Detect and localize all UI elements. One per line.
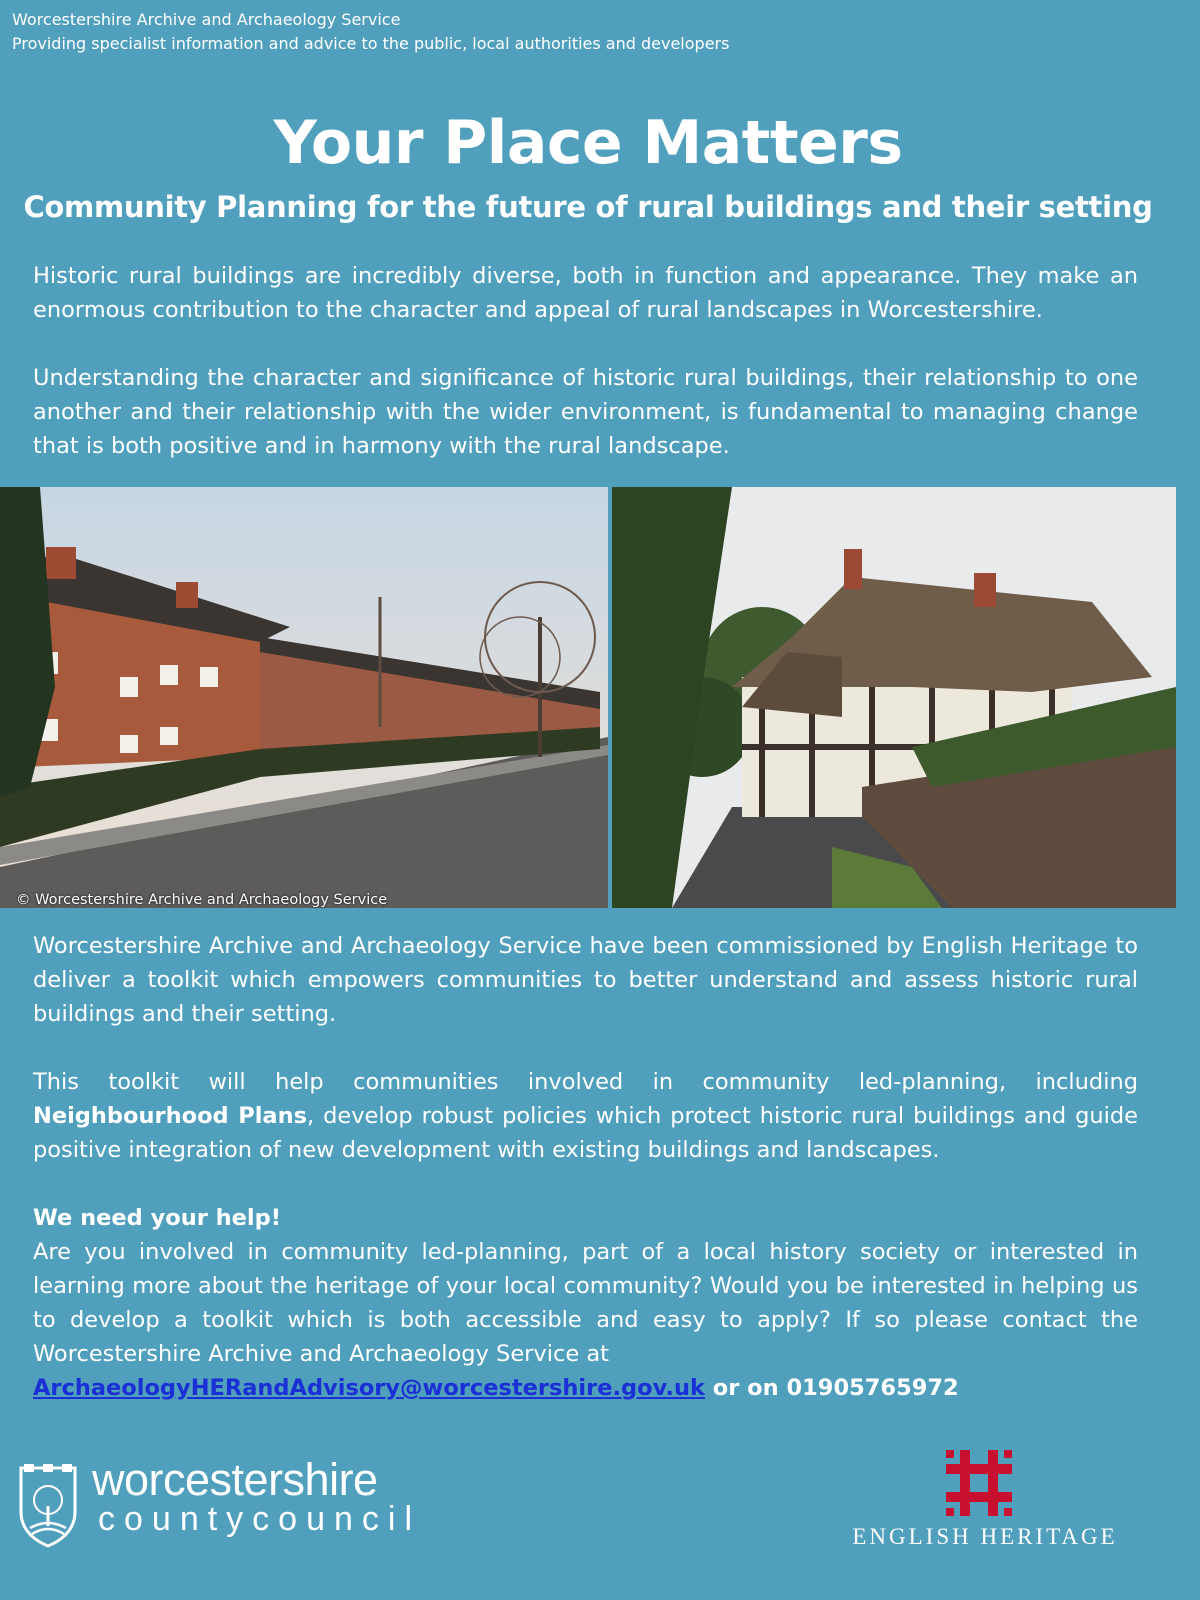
intro-paragraph-2: Understanding the character and significance of historic rural buildings, their relationship to one another and their relationship with the wider environment, is fundamental to managing change that is both positive and in harmony with the rural landscape. [33,365,1138,459]
photo-strip [0,487,1176,908]
contact-phone: or on 01905765972 [704,1375,959,1401]
help-section [33,1201,1138,1405]
header [12,8,729,56]
council-crest-icon [18,1462,78,1548]
toolkit-paragraph [33,1065,1138,1167]
toolkit-text-start: This toolkit will help communities involved in community led-planning, including [33,1069,1138,1095]
contact-email-link[interactable]: ArchaeologyHERandAdvisory@worcestershire.gov.uk [33,1375,705,1401]
help-heading: We need your help! [33,1205,282,1231]
header-tagline: Providing specialist information and advice to the public, local authorities and developers [12,34,730,53]
wcc-logo-line1: worcestershire [92,1454,378,1505]
help-body: Are you involved in community led-planning, part of a local history society or interested in learning more about the heritage of your local community? Would you be interested in helping us to develop a toolkit which is both accessible and easy to apply? If so please contact the Worcestershire Archive and Archaeology Service at [33,1239,1138,1367]
photo-timber-cottage [612,487,1176,908]
english-heritage-portcullis-icon [946,1450,1012,1516]
commission-paragraph: Worcestershire Archive and Archaeology Service have been commissioned by English Heritage to deliver a toolkit which empowers communities to better understand and assess historic rural buildings and their setting. [33,933,1138,1027]
wcc-logo-line2: countycouncil [98,1500,422,1538]
header-org: Worcestershire Archive and Archaeology Service [12,10,401,29]
photo-brick-houses [0,487,608,908]
toolkit-text-end: , develop robust policies which protect historic rural buildings and guide positive integration of new development with existing buildings and landscapes. [33,1103,1138,1163]
english-heritage-logo [820,1450,1150,1560]
page-subtitle: Community Planning for the future of rural buildings and their setting [23,190,1153,224]
worcestershire-county-council-logo [18,1454,438,1558]
neighbourhood-plans-emphasis: Neighbourhood Plans [33,1103,308,1129]
intro-paragraph-1: Historic rural buildings are incredibly diverse, both in function and appearance. They make an enormous contribution to the character and appeal of rural landscapes in Worcestershire. [33,263,1138,323]
english-heritage-wordmark: ENGLISH HERITAGE [852,1524,1118,1549]
contact-line [33,1371,1138,1405]
page-title: Your Place Matters [273,108,903,178]
photo-credit: © Worcestershire Archive and Archaeology Service [16,892,388,908]
